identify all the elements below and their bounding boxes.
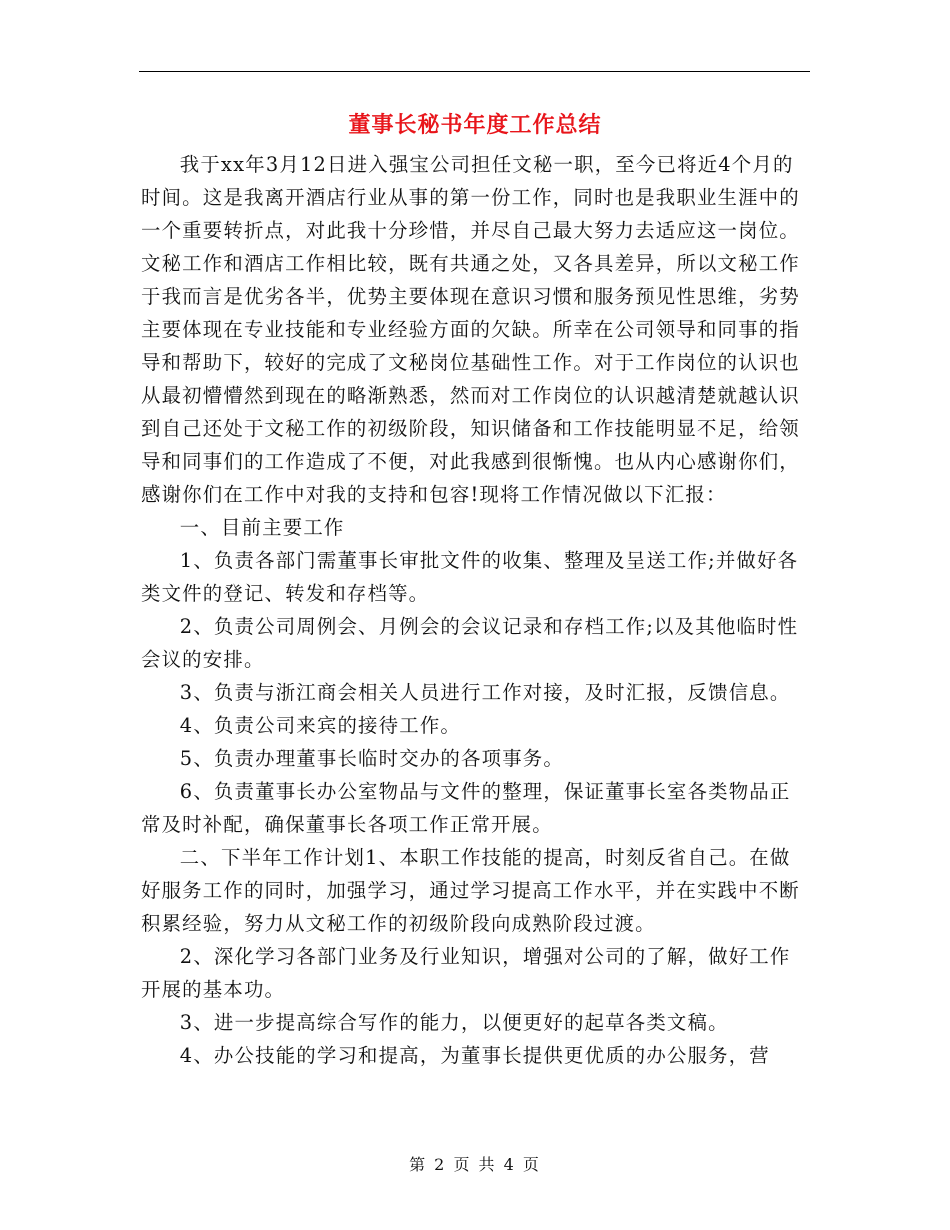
header-rule	[139, 71, 810, 72]
list-item: 3、进一步提高综合写作的能力，以便更好的起草各类文稿。	[179, 1011, 729, 1034]
document-title: 董事长秘书年度工作总结	[348, 112, 602, 138]
paragraph-intro: 我于xx年3月12日进入强宝公司担任文秘一职，至今已将近4个月的时间。这是我离开酒店行业从事的第一份工作，同时也是我职业生涯中的一个重要转折点，对此我十分珍惜，并尽自己最大努力去适应这一岗位。文秘工作和酒店工作相比较，既有共通之处，又各具差异，所以文秘工作于我而言是优劣各半，优势主要体现在意识习惯和服务预见性思维，劣势主要体现在专业技能和专业经验方面的欠缺。所幸在公司领导和同事的指导和帮助下，较好的完成了文秘岗位基础性工作。对于工作岗位的认识也从最初懵懵然到现在的略渐熟悉，然而对工作岗位的认识越清楚就越认识到自己还处于文秘工作的初级阶段，知识储备和工作技能明显不足，给领导和同事们的工作造成了不便，对此我感到很惭愧。也从内心感谢你们，感谢你们在工作中对我的支持和包容!现将工作情况做以下汇报：	[141, 153, 800, 506]
list-item: 2、负责公司周例会、月例会的会议记录和存档工作;以及其他临时性会议的安排。	[141, 615, 799, 671]
list-item: 4、办公技能的学习和提高，为董事长提供更优质的办公服务，营	[179, 1044, 770, 1067]
list-item: 2、深化学习各部门业务及行业知识，增强对公司的了解，做好工作开展的基本功。	[141, 945, 791, 1001]
section-heading-current-work: 一、目前主要工作	[179, 516, 345, 539]
list-item: 3、负责与浙江商会相关人员进行工作对接，及时汇报，反馈信息。	[179, 681, 791, 704]
list-item: 6、负责董事长办公室物品与文件的整理，保证董事长室各类物品正常及时补配，确保董事长各项工作正常开展。	[141, 780, 791, 836]
list-item: 5、负责办理董事长临时交办的各项事务。	[179, 747, 564, 770]
list-item: 4、负责公司来宾的接待工作。	[179, 714, 462, 737]
list-item: 1、负责各部门需董事长审批文件的收集、整理及呈送工作;并做好各类文件的登记、转发和存档等。	[141, 549, 799, 605]
document-body	[141, 148, 811, 1072]
section-heading-plan: 二、下半年工作计划1、本职工作技能的提高，时刻反省自己。在做好服务工作的同时，加强学习，通过学习提高工作水平，并在实践中不断积累经验，努力从文秘工作的初级阶段向成熟阶段过渡。	[141, 846, 800, 935]
page-number-footer: 第 2 页 共 4 页	[409, 1155, 541, 1174]
